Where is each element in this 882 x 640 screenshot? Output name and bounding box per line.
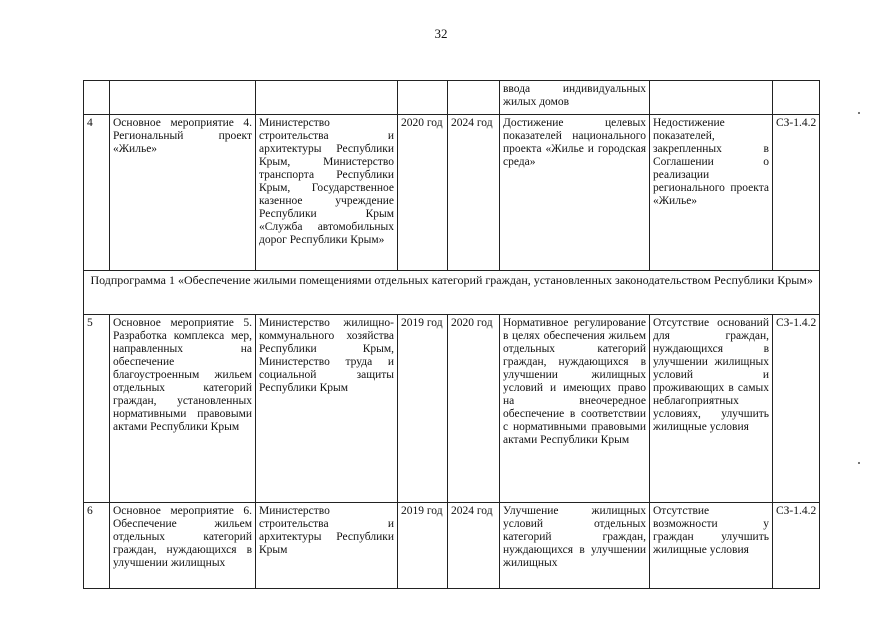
- cell-activity-name: Основное мероприятие 6. Обеспечение жильем отдельных категорий граждан, нуждающихся в улучшении жилищных: [110, 503, 256, 589]
- cell-start-year: 2019 год: [398, 503, 448, 589]
- cell-indicator-link: СЗ-1.4.2: [773, 503, 820, 589]
- scan-speck: [858, 462, 860, 464]
- cell-executor: Министерство строительства и архитектуры Республики Крым: [256, 503, 398, 589]
- cell-activity-name: Основное мероприятие 5. Разработка комплекса мер, направленных на обеспечение благоустроенным жильем отдельных категорий граждан, установленных нормативными правовыми актами Республики Крым: [110, 315, 256, 503]
- page-number: 32: [434, 26, 448, 41]
- cell-consequence: Недостижение показателей, закрепленных в Соглашении о реализации регионального проекта «Жилье»: [650, 115, 773, 271]
- cell-activity-name: [110, 81, 256, 115]
- cell-expected-result: Нормативное регулирование в целях обеспечения жильем отдельных категорий граждан, нуждающихся в улучшении жилищных условий и имеющих право на внеочередное обеспечение в соответствии с нормативными правовыми актами Республики Крым: [500, 315, 650, 503]
- cell-expected-result: ввода индивидуальных жилых домов: [500, 81, 650, 115]
- cell-end-year: 2024 год: [448, 503, 500, 589]
- cell-number: 4: [84, 115, 110, 271]
- cell-executor: [256, 81, 398, 115]
- table-row: [84, 81, 820, 115]
- cell-consequence: [650, 81, 773, 115]
- cell-start-year: 2019 год: [398, 315, 448, 503]
- table-row: [84, 315, 820, 503]
- cell-number: 6: [84, 503, 110, 589]
- cell-number: [84, 81, 110, 115]
- cell-number: 5: [84, 315, 110, 503]
- cell-indicator-link: [773, 81, 820, 115]
- scan-speck: [858, 112, 860, 114]
- cell-end-year: 2024 год: [448, 115, 500, 271]
- subprogram-row: [84, 271, 820, 315]
- cell-expected-result: Улучшение жилищных условий отдельных категорий граждан, нуждающихся в улучшении жилищных: [500, 503, 650, 589]
- cell-consequence: Отсутствие оснований для граждан, нуждающихся в улучшении жилищных условий и проживающих в самых неблагоприятных условиях, улучшить жилищные условия: [650, 315, 773, 503]
- cell-indicator-link: СЗ-1.4.2: [773, 115, 820, 271]
- cell-executor: Министерство строительства и архитектуры Республики Крым, Министерство транспорта Республики Крым, Государственное казенное учреждение Республики Крым «Служба автомобильных дорог Республики Крым»: [256, 115, 398, 271]
- cell-start-year: 2020 год: [398, 115, 448, 271]
- cell-end-year: [448, 81, 500, 115]
- cell-expected-result: Достижение целевых показателей национального проекта «Жилье и городская среда»: [500, 115, 650, 271]
- table-row: [84, 115, 820, 271]
- table-row: [84, 503, 820, 589]
- cell-executor: Министерство жилищно-коммунального хозяйства Республики Крым, Министерство труда и социальной защиты Республики Крым: [256, 315, 398, 503]
- cell-end-year: 2020 год: [448, 315, 500, 503]
- cell-activity-name: Основное мероприятие 4. Региональный проект «Жилье»: [110, 115, 256, 271]
- subprogram-title: Подпрограмма 1 «Обеспечение жилыми помещениями отдельных категорий граждан, установленных законодательством Республики Крым»: [84, 271, 820, 315]
- cell-indicator-link: СЗ-1.4.2: [773, 315, 820, 503]
- program-table: [83, 80, 820, 589]
- cell-start-year: [398, 81, 448, 115]
- cell-consequence: Отсутствие возможности у граждан улучшить жилищные условия: [650, 503, 773, 589]
